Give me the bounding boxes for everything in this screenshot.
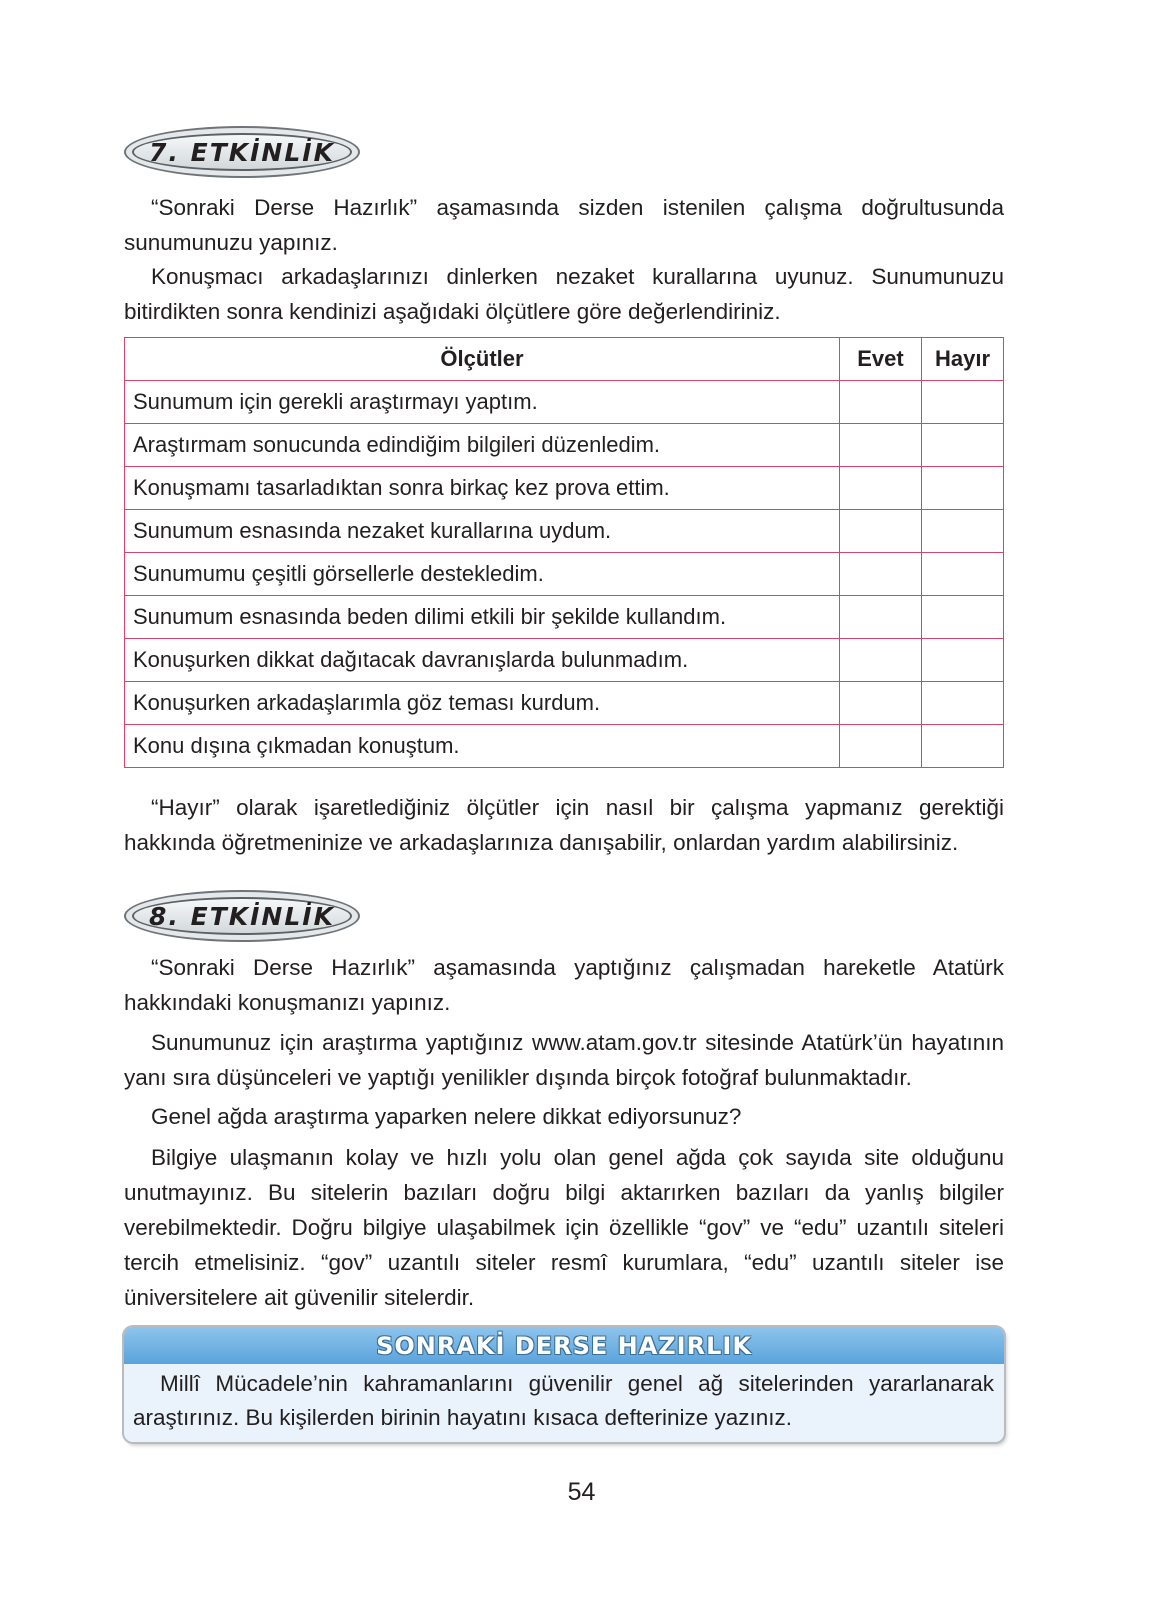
criteria-cell: Sunumumu çeşitli görsellerle destekledim. — [125, 553, 840, 596]
table-row — [125, 467, 1004, 510]
table-row — [125, 510, 1004, 553]
table-row — [125, 596, 1004, 639]
table-row — [125, 725, 1004, 768]
no-checkbox-cell[interactable] — [922, 424, 1004, 467]
no-checkbox-cell[interactable] — [922, 725, 1004, 768]
table-row — [125, 381, 1004, 424]
yes-checkbox-cell[interactable] — [840, 553, 922, 596]
activity-7-paragraph-2: Konuşmacı arkadaşlarınızı dinlerken nezaket kurallarına uyunuz. Sunumunuzu bitirdikten sonra kendinizi aşağıdaki ölçütlere göre değerlendiriniz. — [124, 264, 1004, 324]
yes-checkbox-cell[interactable] — [840, 725, 922, 768]
next-lesson-title: SONRAKİ DERSE HAZIRLIK — [376, 1331, 752, 1360]
yes-checkbox-cell[interactable] — [840, 510, 922, 553]
criteria-cell: Konuşurken arkadaşlarımla göz teması kurdum. — [125, 682, 840, 725]
activity-8-badge — [124, 890, 360, 942]
no-checkbox-cell[interactable] — [922, 553, 1004, 596]
table-row — [125, 639, 1004, 682]
table-row — [125, 424, 1004, 467]
no-header: Hayır — [922, 338, 1004, 381]
page-number: 54 — [567, 1478, 596, 1506]
yes-checkbox-cell[interactable] — [840, 424, 922, 467]
activity-8-paragraph-1: “Sonraki Derse Hazırlık” aşamasında yaptığınız çalışmadan hareketle Atatürk hakkındaki konuşmanızı yapınız. — [124, 955, 1004, 1015]
activity-7-after-table: “Hayır” olarak işaretlediğiniz ölçütler için nasıl bir çalışma yapmanız gerektiği hakkında öğretmeninize ve arkadaşlarınıza danışabilir, onlardan yardım alabilirsiniz. — [124, 795, 1004, 855]
no-checkbox-cell[interactable] — [922, 596, 1004, 639]
next-lesson-box — [124, 1327, 1004, 1442]
yes-checkbox-cell[interactable] — [840, 682, 922, 725]
criteria-cell: Konuşmamı tasarladıktan sonra birkaç kez prova ettim. — [125, 467, 840, 510]
yes-checkbox-cell[interactable] — [840, 381, 922, 424]
activity-8-paragraph-4: Bilgiye ulaşmanın kolay ve hızlı yolu olan genel ağda çok sayıda site olduğunu unutmayınız. Bu sitelerin bazıları doğru bilgi aktarırken bazıları da yanlış bilgiler verebilmektedir. Doğru bilgiye ulaşabilmek için özellikle “gov” ve “edu” uzantılı siteleri tercih etmelisiniz. “gov” uzantılı siteler resmî kurumlara, “edu” uzantılı siteler ise üniversitelere ait güvenilir sitelerdir. — [124, 1145, 1004, 1310]
criteria-cell: Konu dışına çıkmadan konuştum. — [125, 725, 840, 768]
activity-7-badge — [124, 126, 360, 178]
criteria-table — [124, 337, 1004, 768]
criteria-cell: Sunumum esnasında beden dilimi etkili bir şekilde kullandım. — [125, 596, 840, 639]
table-row — [125, 553, 1004, 596]
no-checkbox-cell[interactable] — [922, 381, 1004, 424]
activity-8-paragraph-2: Sunumunuz için araştırma yaptığınız www.atam.gov.tr sitesinde Atatürk’ün hayatının yanı sıra düşünceleri ve yaptığı yenilikler dışında birçok fotoğraf bulunmaktadır. — [124, 1030, 1004, 1090]
yes-header: Evet — [840, 338, 922, 381]
criteria-cell: Araştırmam sonucunda edindiğim bilgileri düzenledim. — [125, 424, 840, 467]
yes-checkbox-cell[interactable] — [840, 639, 922, 682]
criteria-cell: Sunumum esnasında nezaket kurallarına uydum. — [125, 510, 840, 553]
yes-checkbox-cell[interactable] — [840, 596, 922, 639]
next-lesson-text: Millî Mücadele’nin kahramanlarını güvenilir genel ağ sitelerinden yararlanarak araştırınız. Bu kişilerden birinin hayatını kısaca defterinize yazınız. — [133, 1371, 994, 1430]
next-lesson-header — [124, 1327, 1004, 1364]
criteria-header: Ölçütler — [125, 338, 840, 381]
activity-7-title: 7. ETKİNLİK — [149, 137, 335, 167]
yes-checkbox-cell[interactable] — [840, 467, 922, 510]
criteria-cell: Konuşurken dikkat dağıtacak davranışlarda bulunmadım. — [125, 639, 840, 682]
no-checkbox-cell[interactable] — [922, 467, 1004, 510]
activity-7-paragraph-1: “Sonraki Derse Hazırlık” aşamasında sizden istenilen çalışma doğrultusunda sunumunuzu yapınız. — [124, 195, 1004, 255]
criteria-cell: Sunumum için gerekli araştırmayı yaptım. — [125, 381, 840, 424]
activity-8-title: 8. ETKİNLİK — [149, 901, 335, 931]
no-checkbox-cell[interactable] — [922, 510, 1004, 553]
table-row — [125, 682, 1004, 725]
table-header-row — [125, 338, 1004, 381]
activity-8-paragraph-3: Genel ağda araştırma yaparken nelere dikkat ediyorsunuz? — [151, 1104, 742, 1129]
no-checkbox-cell[interactable] — [922, 639, 1004, 682]
no-checkbox-cell[interactable] — [922, 682, 1004, 725]
